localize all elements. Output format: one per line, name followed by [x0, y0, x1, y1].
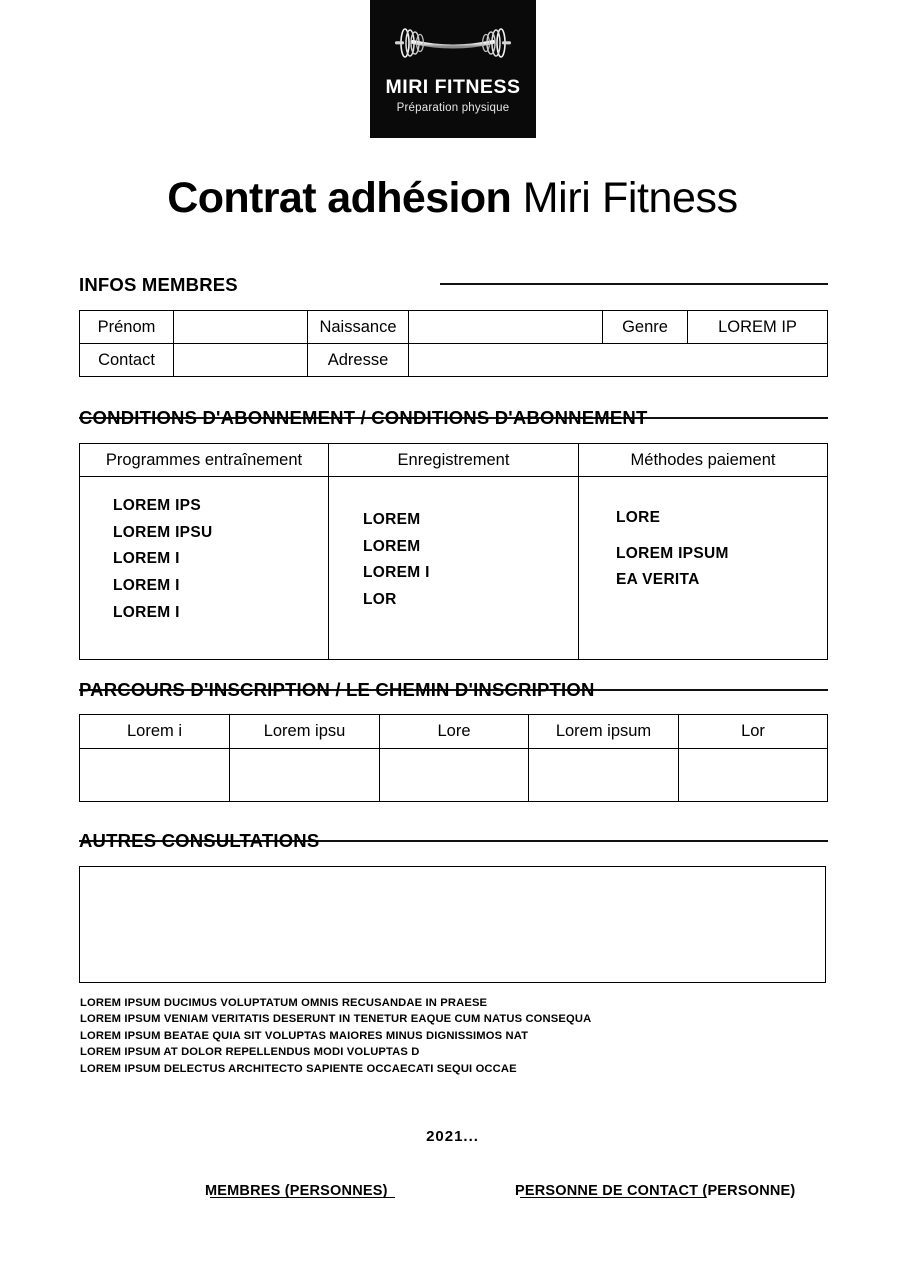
list-item-spacer: [616, 532, 827, 541]
column-header-programmes: Programmes entraînement: [80, 444, 329, 477]
cell-programmes-list: [80, 477, 329, 660]
contract-year: 2021...: [426, 1128, 479, 1145]
cell-value-1[interactable]: [80, 749, 230, 802]
list-item: LOREM I: [113, 576, 180, 594]
fineprint-line: LOREM IPSUM BEATAE QUIA SIT VOLUPTAS MAIORES MINUS DIGNISSIMOS NAT: [80, 1029, 529, 1042]
column-header-2: Lorem ipsu: [230, 715, 380, 749]
logo-block: [370, 0, 536, 138]
table-header-row: [80, 444, 828, 477]
section-heading-infos-membres: INFOS MEMBRES: [79, 274, 238, 295]
fineprint-line: LOREM IPSUM VENIAM VERITATIS DESERUNT IN TENETUR EAQUE CUM NATUS CONSEQUA: [80, 1013, 592, 1026]
parcours-inscription-table: [79, 714, 828, 802]
column-header-5: Lor: [679, 715, 828, 749]
signature-label-members: MEMBRES (PERSONNES): [205, 1183, 388, 1199]
cell-value-contact[interactable]: [174, 344, 308, 377]
column-header-4: Lorem ipsum: [529, 715, 679, 749]
conditions-abonnement-table: [79, 443, 828, 660]
fineprint-line: LOREM IPSUM DELECTUS ARCHITECTO SAPIENTE OCCAECATI SEQUI OCCAE: [80, 1062, 517, 1075]
autres-consultations-box[interactable]: [79, 866, 826, 983]
section-heading-parcours: PARCOURS D'INSCRIPTION / LE CHEMIN D'INSCRIPTION: [79, 679, 595, 700]
signature-label-contact-person: PERSONNE DE CONTACT (PERSONNE): [515, 1183, 796, 1199]
section-heading-conditions: CONDITIONS D'ABONNEMENT / CONDITIONS D'ABONNEMENT: [79, 407, 648, 428]
fineprint-line: LOREM IPSUM DUCIMUS VOLUPTATUM OMNIS RECUSANDAE IN PRAESE: [80, 997, 488, 1009]
column-header-3: Lore: [380, 715, 529, 749]
list-enregistrement: [329, 493, 578, 614]
cell-label-prenom: Prénom: [80, 311, 174, 344]
list-item: LOREM: [363, 537, 421, 555]
table-row: [80, 311, 828, 344]
list-methodes-paiement: [579, 493, 827, 594]
list-item: LOREM IPS: [113, 497, 201, 514]
list-item: LOREM IPSU: [113, 523, 213, 541]
page-title-bold: Contrat adhésion: [167, 174, 512, 222]
cell-label-naissance: Naissance: [308, 311, 409, 344]
list-item: LOREM I: [113, 603, 180, 621]
cell-methodes-paiement-list: [579, 477, 828, 660]
list-item: LOREM: [363, 511, 421, 528]
list-item: LOREM I: [363, 564, 430, 582]
column-header-methodes-paiement: Méthodes paiement: [579, 444, 828, 477]
list-programmes: [80, 493, 328, 626]
logo-title: MIRI FITNESS: [385, 76, 521, 98]
list-item: LOR: [363, 590, 397, 608]
section-heading-autres-consultations: AUTRES CONSULTATIONS: [79, 830, 320, 851]
cell-value-5[interactable]: [679, 749, 828, 802]
cell-value-adresse[interactable]: [409, 344, 828, 377]
cell-value-naissance[interactable]: [409, 311, 603, 344]
section-rule-infos-membres: [440, 283, 828, 285]
list-item: EA VERITA: [616, 571, 700, 589]
list-item: LOREM I: [113, 550, 180, 568]
barbell-icon: [383, 22, 523, 68]
table-row: [80, 344, 828, 377]
cell-label-contact: Contact: [80, 344, 174, 377]
cell-value-4[interactable]: [529, 749, 679, 802]
cell-label-genre: Genre: [603, 311, 688, 344]
cell-value-genre[interactable]: LOREM IP: [688, 311, 828, 344]
table-row: [80, 749, 828, 802]
cell-enregistrement-list: [329, 477, 579, 660]
cell-value-2[interactable]: [230, 749, 380, 802]
page-title-regular: Miri Fitness: [511, 174, 738, 222]
fineprint-block: [80, 995, 780, 1077]
list-item: LORE: [616, 509, 661, 526]
cell-value-3[interactable]: [380, 749, 529, 802]
column-header-1: Lorem i: [80, 715, 230, 749]
cell-value-prenom[interactable]: [174, 311, 308, 344]
infos-membres-table: [79, 310, 828, 377]
logo-subtitle: Préparation physique: [396, 101, 510, 114]
table-row: [80, 477, 828, 660]
fineprint-line: LOREM IPSUM AT DOLOR REPELLENDUS MODI VOLUPTAS D: [80, 1046, 420, 1059]
list-item: LOREM IPSUM: [616, 544, 729, 562]
column-header-enregistrement: Enregistrement: [329, 444, 579, 477]
page-title: [0, 176, 905, 221]
table-header-row: [80, 715, 828, 749]
cell-label-adresse: Adresse: [308, 344, 409, 377]
